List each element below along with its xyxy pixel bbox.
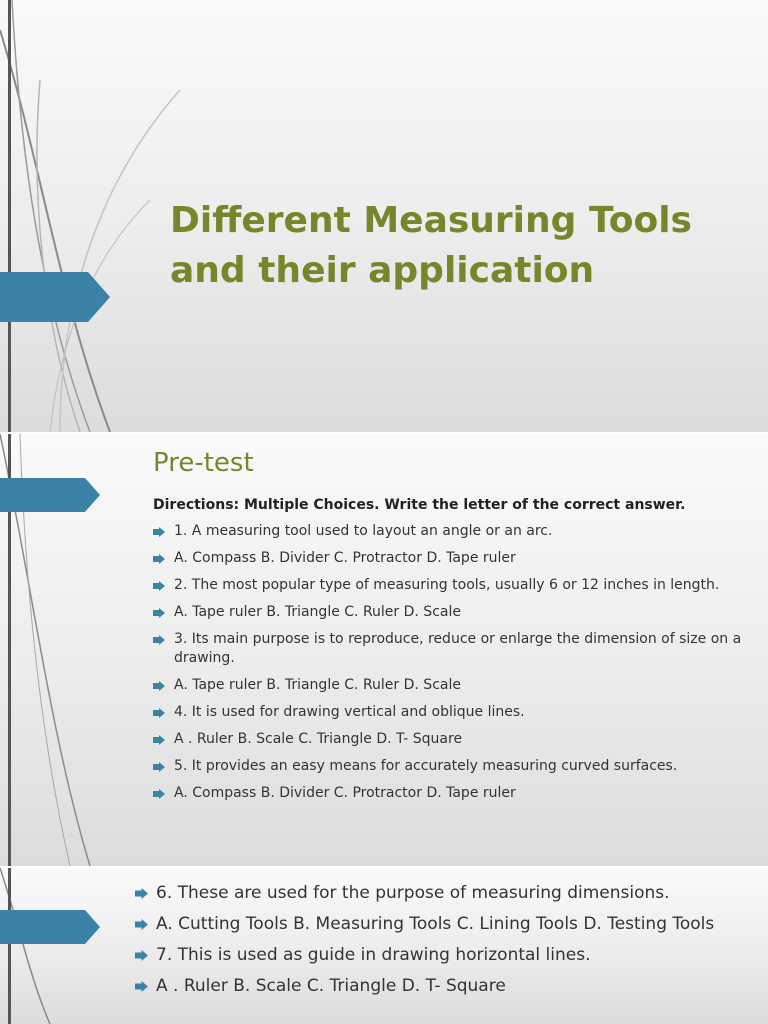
list-item: A. Tape ruler B. Triangle C. Ruler D. Scale bbox=[153, 676, 743, 695]
pentagon-tab bbox=[0, 272, 112, 322]
arrow-bullet-icon bbox=[153, 735, 165, 745]
arrow-bullet-icon bbox=[135, 888, 148, 899]
arrow-bullet-icon bbox=[153, 762, 165, 772]
list-item: A. Compass B. Divider C. Protractor D. Tape ruler bbox=[153, 784, 743, 803]
title-line-1: Different Measuring Tools bbox=[170, 200, 692, 241]
pretest-slide bbox=[0, 434, 768, 866]
arrow-bullet-icon bbox=[153, 708, 165, 718]
list-item: 1. A measuring tool used to layout an angle or an arc. bbox=[153, 522, 743, 541]
arrow-bullet-icon bbox=[153, 635, 165, 645]
list-item: A . Ruler B. Scale C. Triangle D. T- Square bbox=[135, 975, 735, 997]
list-item: A. Tape ruler B. Triangle C. Ruler D. Scale bbox=[153, 603, 743, 622]
directions-text: Directions: Multiple Choices. Write the letter of the correct answer. bbox=[153, 497, 686, 513]
arrow-bullet-icon bbox=[153, 581, 165, 591]
arrow-bullet-icon bbox=[153, 789, 165, 799]
slide-title bbox=[170, 196, 750, 296]
list-item: 6. These are used for the purpose of measuring dimensions. bbox=[135, 882, 735, 904]
list-item: A. Compass B. Divider C. Protractor D. Tape ruler bbox=[153, 549, 743, 568]
list-item: 2. The most popular type of measuring tools, usually 6 or 12 inches in length. bbox=[153, 576, 743, 595]
arrow-bullet-icon bbox=[135, 919, 148, 930]
list-item: 7. This is used as guide in drawing horizontal lines. bbox=[135, 944, 735, 966]
pentagon-tab bbox=[0, 910, 102, 944]
list-item: 3. Its main purpose is to reproduce, reduce or enlarge the dimension of size on a drawing. bbox=[153, 630, 743, 668]
arrow-bullet-icon bbox=[153, 681, 165, 691]
title-line-2: and their application bbox=[170, 250, 595, 291]
arrow-bullet-icon bbox=[153, 554, 165, 564]
question-list bbox=[135, 882, 735, 1006]
list-item: A . Ruler B. Scale C. Triangle D. T- Square bbox=[153, 730, 743, 749]
arrow-bullet-icon bbox=[153, 527, 165, 537]
pentagon-tab bbox=[0, 478, 102, 512]
arrow-bullet-icon bbox=[135, 950, 148, 961]
title-slide bbox=[0, 0, 768, 432]
arrow-bullet-icon bbox=[135, 981, 148, 992]
question-list bbox=[153, 522, 743, 811]
pretest-heading: Pre-test bbox=[153, 448, 254, 478]
decorative-curves bbox=[0, 868, 120, 1024]
arrow-bullet-icon bbox=[153, 608, 165, 618]
list-item: 4. It is used for drawing vertical and oblique lines. bbox=[153, 703, 743, 722]
list-item: 5. It provides an easy means for accurately measuring curved surfaces. bbox=[153, 757, 743, 776]
questions-slide bbox=[0, 868, 768, 1024]
list-item: A. Cutting Tools B. Measuring Tools C. Lining Tools D. Testing Tools bbox=[135, 913, 735, 935]
